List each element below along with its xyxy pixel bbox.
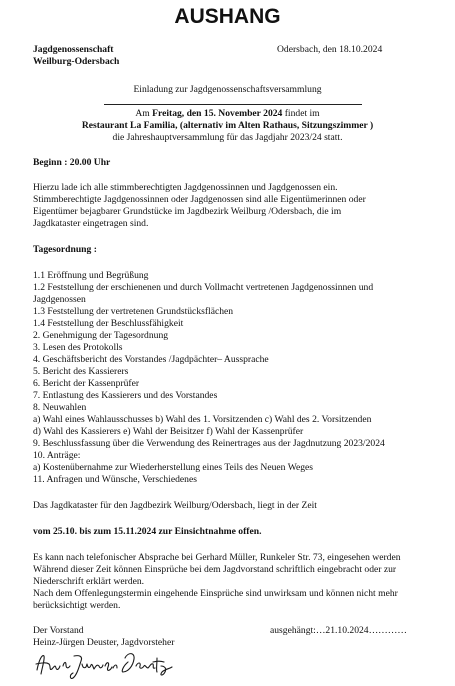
notice-line: Es kann nach telefonischer Absprache bei Gerhard Müller, Runkeler Str. 73, eingesehen werden — [33, 552, 401, 563]
invitation-purpose: die Jahreshauptversammlung für das Jagdjahr 2023/24 statt. — [112, 132, 343, 143]
intro-line: Eigentümer bejagbarer Grundstücke im Jagdbezirk Weilburg /Odersbach, die im — [33, 206, 342, 217]
organization-name: Jagdgenossenschaft — [33, 44, 114, 55]
agenda-item: 4. Geschäftsbericht des Vorstandes /Jagdpächter– Aussprache — [33, 354, 269, 365]
agenda-item: d) Wahl des Kassierers e) Wahl der Beisitzer f) Wahl der Kassenprüfer — [33, 426, 304, 437]
notice-line: berücksichtigt werden. — [33, 600, 121, 611]
agenda-item: 8. Neuwahlen — [33, 402, 87, 413]
agenda-item: a) Kostenübernahme zur Wiederherstellung eines Teils des Neuen Weges — [33, 462, 314, 473]
start-time: Beginn : 20.00 Uhr — [33, 157, 111, 168]
agenda-item: 6. Bericht der Kassenprüfer — [33, 378, 140, 389]
agenda-item: 7. Entlastung des Kassierers und des Vorstandes — [33, 390, 218, 401]
invitation-date-line: Am Freitag, den 15. November 2024 findet im — [135, 108, 320, 119]
agenda-item: 1.1 Eröffnung und Begrüßung — [33, 270, 149, 281]
chairman-name: Heinz-Jürgen Deuster, Jagdvorsteher — [33, 637, 175, 648]
agenda-item: 5. Bericht des Kassierers — [33, 366, 129, 377]
intro-line: Hierzu lade ich alle stimmberechtigten Jagdgenossinnen und Jagdgenossen ein. — [33, 182, 338, 193]
inspection-period: vom 25.10. bis zum 15.11.2024 zur Einsichtnahme offen. — [33, 526, 262, 537]
invitation-heading: Einladung zur Jagdgenossenschaftsversammlung — [133, 84, 322, 95]
notice-line: Nach dem Offenlegungstermin eingehende Einsprüche sind unwirksam und können nicht mehr — [33, 588, 398, 599]
agenda-item: 1.3 Feststellung der vertretenen Grundstücksflächen — [33, 306, 234, 317]
notice-line: Niederschrift erklärt werden. — [33, 576, 145, 587]
agenda-title: Tagesordnung : — [33, 244, 97, 255]
agenda-item: 2. Genehmigung der Tagesordnung — [33, 330, 169, 341]
intro-line: Stimmberechtigte Jagdgenossinnen oder Jagdgenossen sind alle Eigentümerinnen oder — [33, 194, 366, 205]
agenda-item: 9. Beschlussfassung über die Verwendung des Reinertrages aus der Jagdnutzung 2023/2024 — [33, 438, 385, 449]
agenda-item: a) Wahl eines Wahlausschusses b) Wahl des 1. Vorsitzenden c) Wahl des 2. Vorsitzenden — [33, 414, 372, 425]
agenda-item: 10. Anträge: — [33, 450, 81, 461]
notice-line: Während dieser Zeit können Einsprüche bei dem Jagdvorstand schriftlich eingebracht oder zur — [33, 564, 397, 575]
place-date: Odersbach, den 18.10.2024 — [277, 44, 383, 55]
organization-location: Weilburg-Odersbach — [33, 56, 120, 67]
agenda-item: 3. Lesen des Protokolls — [33, 342, 123, 353]
agenda-item: 1.2 Feststellung der erschienenen und durch Vollmacht vertretenen Jagdgenossinnen und — [33, 282, 374, 293]
signature-image — [33, 642, 175, 682]
agenda-item: Jagdgenossen — [33, 294, 86, 305]
agenda-item: 1.4 Feststellung der Beschlussfähigkeit — [33, 318, 184, 329]
invitation-venue: Restaurant La Familia, (alternativ im Alten Rathaus, Sitzungszimmer ) — [81, 120, 374, 131]
page-title: AUSHANG — [174, 5, 281, 28]
cadastre-line: Das Jagdkataster für den Jagdbezirk Weilburg/Odersbach, liegt in der Zeit — [33, 500, 317, 511]
board-label: Der Vorstand — [33, 625, 84, 636]
posted-date: ausgehängt:…21.10.2024………… — [270, 625, 407, 636]
heading-underline — [104, 104, 362, 105]
agenda-item: 11. Anfragen und Wünsche, Verschiedenes — [33, 474, 197, 485]
intro-line: Jagdkataster eingetragen sind. — [33, 218, 149, 229]
